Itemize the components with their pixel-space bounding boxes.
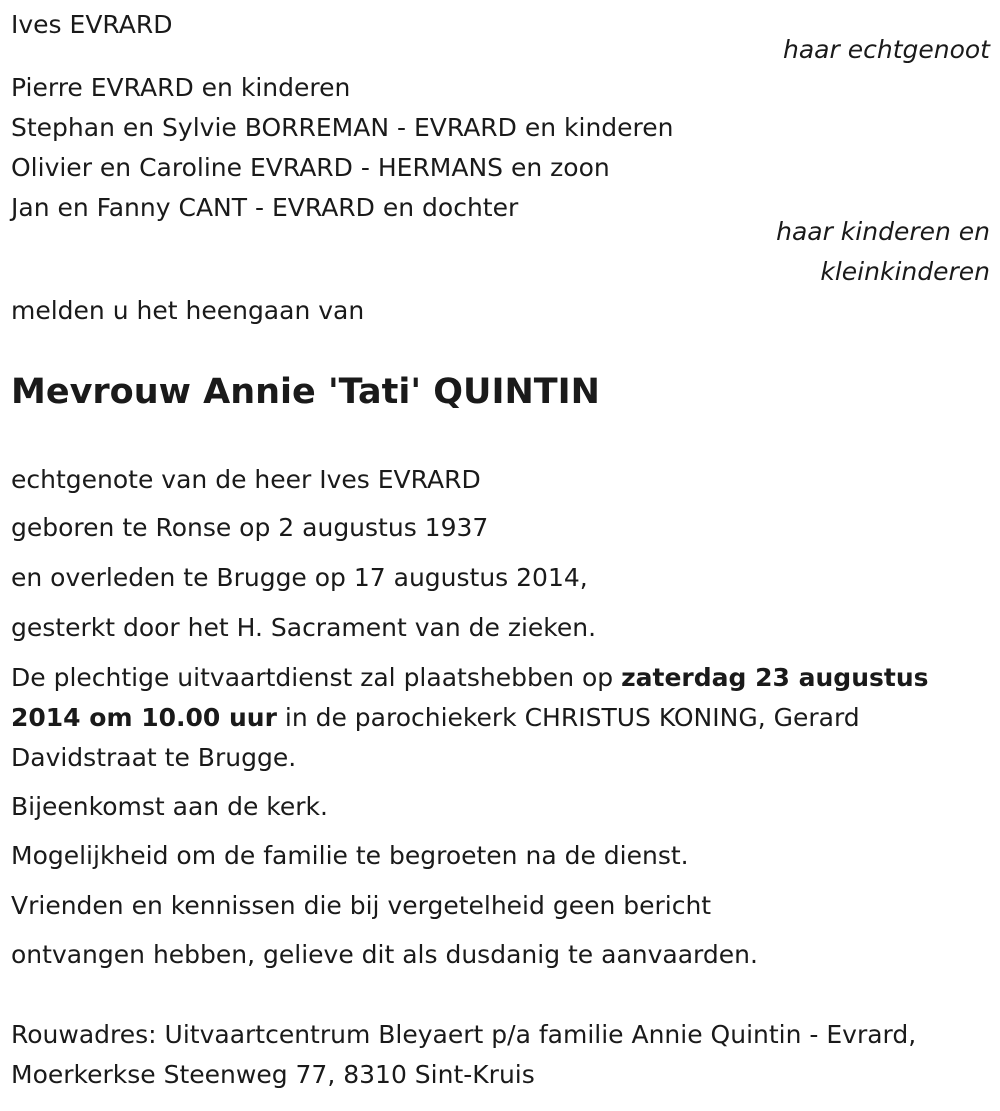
children-role-line-2: kleinkinderen	[820, 257, 990, 286]
spouse-name: Ives EVRARD	[11, 10, 173, 39]
address-line-2: Moerkerkse Steenweg 77, 8310 Sint-Kruis	[11, 1060, 535, 1089]
child-line-3: Olivier en Caroline EVRARD - HERMANS en zoon	[11, 153, 610, 182]
address-line-1: Rouwadres: Uitvaartcentrum Bleyaert p/a familie Annie Quintin - Evrard,	[11, 1020, 917, 1049]
gathering-line: Bijeenkomst aan de kerk.	[11, 792, 328, 821]
notice-line-2: ontvangen hebben, gelieve dit als dusdanig te aanvaarden.	[11, 940, 758, 969]
spouse-role: haar echtgenoot	[783, 35, 990, 64]
born-line: geboren te Ronse op 2 augustus 1937	[11, 513, 489, 542]
service-intro: De plechtige uitvaartdienst zal plaatshebben op	[11, 663, 622, 692]
child-line-2: Stephan en Sylvie BORREMAN - EVRARD en kinderen	[11, 113, 674, 142]
announce-text: melden u het heengaan van	[11, 296, 365, 325]
child-line-1: Pierre EVRARD en kinderen	[11, 73, 351, 102]
service-location: in de parochiekerk CHRISTUS KONING, Gerard Davidstraat te Brugge.	[11, 703, 860, 772]
died-line: en overleden te Brugge op 17 augustus 2014,	[11, 563, 588, 592]
service-paragraph	[11, 658, 986, 778]
sacrament-line: gesterkt door het H. Sacrament van de zieken.	[11, 613, 597, 642]
notice-line-1: Vrienden en kennissen die bij vergetelheid geen bericht	[11, 891, 712, 920]
spouse-of-line: echtgenote van de heer Ives EVRARD	[11, 465, 481, 494]
deceased-title: Mevrouw Annie 'Tati' QUINTIN	[11, 372, 600, 412]
children-role-line-1: haar kinderen en	[776, 217, 990, 246]
condolence-line: Mogelijkheid om de familie te begroeten na de dienst.	[11, 841, 689, 870]
child-line-4: Jan en Fanny CANT - EVRARD en dochter	[11, 193, 519, 222]
service-datetime: zaterdag 23 augustus 2014 om 10.00 uur	[11, 663, 929, 732]
